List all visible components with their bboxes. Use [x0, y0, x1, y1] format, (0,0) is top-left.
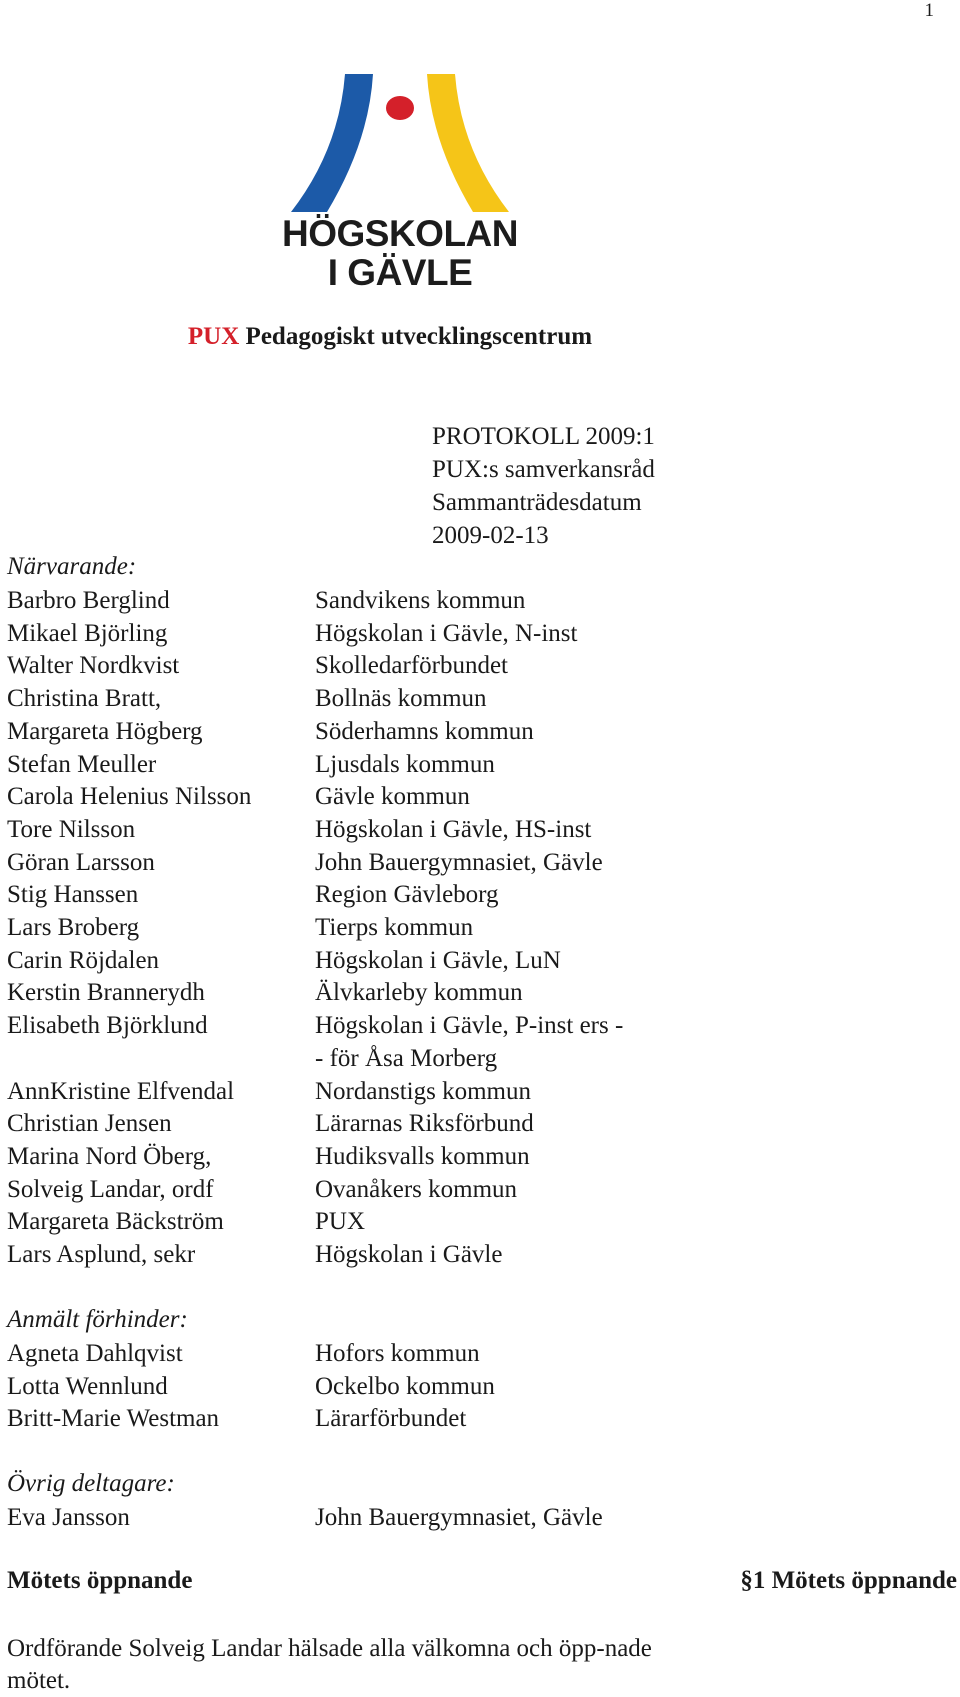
protocol-date: 2009-02-13	[432, 522, 549, 549]
present-name: Carin Röjdalen	[7, 946, 160, 974]
present-name: Marina Nord Öberg,	[7, 1142, 212, 1170]
present-list	[7, 585, 623, 1272]
university-logo	[277, 72, 523, 293]
title-text: Pedagogiskt utvecklingscentrum	[239, 323, 593, 350]
absent-organization: Lärarförbundet	[315, 1405, 467, 1433]
other-name: Eva Jansson	[7, 1504, 130, 1531]
present-row	[7, 912, 623, 945]
other-row	[7, 1502, 603, 1535]
present-name: Göran Larsson	[7, 848, 155, 876]
present-name: Stig Hanssen	[7, 881, 139, 909]
absent-row	[7, 1338, 495, 1371]
present-row	[7, 879, 623, 912]
present-organization: Högskolan i Gävle, LuN	[315, 946, 561, 974]
present-organization: Hudiksvalls kommun	[315, 1142, 530, 1170]
present-name: Lars Broberg	[7, 914, 140, 942]
present-row	[7, 585, 623, 618]
present-name: Carola Helenius Nilsson	[7, 783, 252, 811]
present-label: Närvarande:	[7, 553, 137, 580]
present-row	[7, 716, 623, 749]
present-name: Lars Asplund, sekr	[7, 1241, 196, 1269]
present-organization: Region Gävleborg	[315, 881, 499, 909]
present-row	[7, 1206, 623, 1239]
absent-name: Agneta Dahlqvist	[7, 1340, 183, 1367]
present-organization: Bollnäs kommun	[315, 685, 487, 713]
present-organization: Lärarnas Riksförbund	[315, 1110, 534, 1138]
present-name: AnnKristine Elfvendal	[7, 1077, 235, 1105]
opening-paragraph: Ordförande Solveig Landar hälsade alla välkomna och öpp-nade mötet.	[7, 1635, 652, 1694]
logo-blue-stroke	[291, 74, 373, 212]
present-row	[7, 749, 623, 782]
present-row	[7, 945, 623, 978]
logo-emblem-icon	[277, 72, 523, 212]
present-organization: Skolledarförbundet	[315, 652, 509, 680]
present-name: Stefan Meuller	[7, 750, 157, 778]
present-organization: Gävle kommun	[315, 783, 470, 811]
protocol-info	[432, 420, 655, 552]
present-name: Walter Nordkvist	[7, 652, 180, 680]
present-organization: Söderhamns kommun	[315, 717, 534, 745]
logo-yellow-stroke	[427, 74, 509, 212]
present-organization: - för Åsa Morberg	[315, 1044, 498, 1072]
other-label: Övrig deltagare:	[7, 1470, 175, 1497]
present-organization: Högskolan i Gävle, P-inst ers -	[315, 1012, 624, 1040]
absent-row	[7, 1403, 495, 1436]
present-organization: PUX	[315, 1208, 366, 1236]
present-row	[7, 650, 623, 683]
present-row	[7, 847, 623, 880]
present-organization: Högskolan i Gävle, HS-inst	[315, 815, 592, 843]
absent-list	[7, 1338, 495, 1436]
present-row	[7, 1174, 623, 1207]
absent-name: Lotta Wennlund	[7, 1372, 168, 1400]
present-row	[7, 1010, 623, 1043]
other-list	[7, 1502, 603, 1535]
absent-organization: Ockelbo kommun	[315, 1372, 495, 1400]
present-row	[7, 1239, 623, 1272]
present-organization: Tierps kommun	[315, 914, 474, 942]
present-name: Margareta Högberg	[7, 717, 203, 745]
present-organization: Högskolan i Gävle	[315, 1241, 503, 1269]
present-organization: Nordanstigs kommun	[315, 1077, 531, 1105]
present-name: Margareta Bäckström	[7, 1208, 224, 1236]
protocol-number: PROTOKOLL 2009:1	[432, 423, 655, 450]
present-row	[7, 1108, 623, 1141]
present-name: Elisabeth Björklund	[7, 1012, 208, 1040]
present-name: Solveig Landar, ordf	[7, 1175, 214, 1203]
protocol-council: PUX:s samverkansråd	[432, 456, 655, 483]
present-name: Kerstin Brannerydh	[7, 979, 205, 1007]
section-heading: Mötets öppnande	[7, 1567, 193, 1594]
present-organization: Älvkarleby kommun	[315, 979, 523, 1007]
present-organization: Ovanåkers kommun	[315, 1175, 518, 1203]
present-row	[7, 1141, 623, 1174]
present-row	[7, 781, 623, 814]
present-name: Christian Jensen	[7, 1110, 172, 1138]
present-row	[7, 683, 623, 716]
page-title	[0, 323, 780, 351]
present-row	[7, 1043, 623, 1076]
absent-organization: Hofors kommun	[315, 1340, 480, 1367]
page-number: 1	[924, 0, 934, 21]
present-name: Tore Nilsson	[7, 815, 136, 843]
absent-label: Anmält förhinder:	[7, 1306, 188, 1333]
present-row	[7, 1076, 623, 1109]
absent-name: Britt-Marie Westman	[7, 1405, 220, 1433]
present-name: Christina Bratt,	[7, 685, 162, 713]
present-name	[7, 1043, 315, 1076]
logo-text-line2: I GÄVLE	[327, 252, 473, 293]
other-organization: John Bauergymnasiet, Gävle	[315, 1504, 603, 1531]
logo-red-dot	[386, 96, 414, 120]
present-name: Barbro Berglind	[7, 587, 170, 614]
present-organization: Högskolan i Gävle, N-inst	[315, 619, 578, 647]
present-organization: Ljusdals kommun	[315, 750, 495, 778]
absent-row	[7, 1371, 495, 1404]
pux-label: PUX	[187, 323, 240, 350]
logo-text-line1: HÖGSKOLAN	[282, 213, 518, 254]
present-organization: Sandvikens kommun	[315, 587, 526, 614]
present-name: Mikael Björling	[7, 619, 168, 647]
present-row	[7, 977, 623, 1010]
protocol-date-label: Sammanträdesdatum	[432, 489, 642, 516]
present-row	[7, 814, 623, 847]
present-row	[7, 618, 623, 651]
present-organization: John Bauergymnasiet, Gävle	[315, 848, 603, 876]
paragraph-heading: §1 Mötets öppnande	[740, 1567, 957, 1594]
